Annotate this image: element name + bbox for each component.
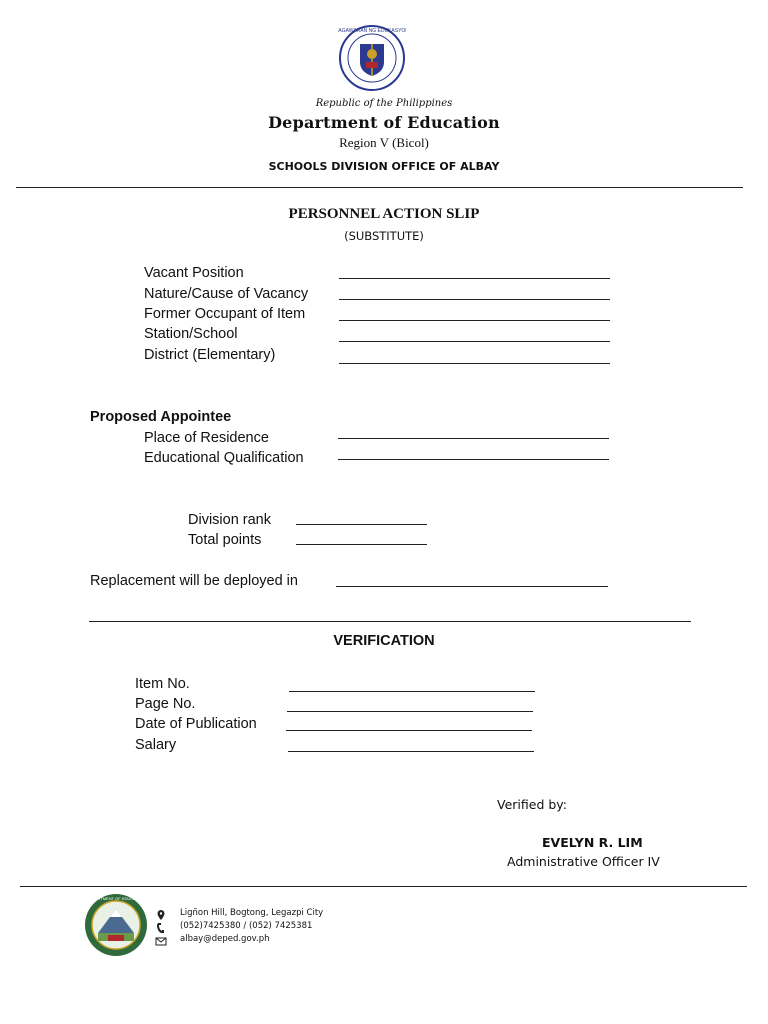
republic-heading: Republic of the Philippines	[315, 98, 453, 109]
department-heading: Department of Education	[268, 113, 500, 132]
region-heading: Region V (Bicol)	[339, 135, 429, 150]
field-line-station-school	[339, 341, 610, 342]
field-label-date-of-publication: Date of Publication	[135, 716, 257, 732]
field-line-division-rank	[296, 524, 427, 525]
footer-phone: (052)7425380 / (052) 7425381	[180, 921, 313, 931]
phone-icon	[155, 921, 167, 933]
field-line-vacant-position	[339, 278, 610, 279]
verified-by-label: Verified by:	[497, 797, 567, 812]
field-label-division-rank: Division rank	[188, 512, 271, 528]
field-line-date-of-publication	[286, 730, 532, 731]
field-label-total-points: Total points	[188, 532, 262, 548]
field-line-district	[339, 363, 610, 364]
field-line-place-of-residence	[338, 438, 609, 439]
deped-seal-logo	[338, 24, 406, 92]
location-pin-icon	[155, 908, 167, 920]
verification-divider	[89, 621, 691, 622]
field-label-former-occupant: Former Occupant of Item	[144, 306, 306, 322]
field-line-salary	[288, 751, 534, 752]
field-label-item-no: Item No.	[135, 676, 190, 692]
footer-divider	[20, 886, 747, 887]
signatory-title: Administrative Officer IV	[507, 854, 660, 869]
field-label-district: District (Elementary)	[144, 347, 276, 363]
field-label-place-of-residence: Place of Residence	[144, 430, 269, 446]
footer-email: albay@deped.gov.ph	[180, 934, 270, 944]
form-title: PERSONNEL ACTION SLIP	[288, 206, 480, 222]
signatory-name: EVELYN R. LIM	[542, 835, 643, 850]
division-seal-logo	[84, 893, 148, 957]
form-subtitle: (SUBSTITUTE)	[344, 229, 424, 243]
seal-text: KAGAWARAN NG EDUKASYON	[338, 28, 406, 34]
proposed-appointee-heading: Proposed Appointee	[90, 409, 232, 425]
field-line-former-occupant	[339, 320, 610, 321]
header-divider	[16, 187, 743, 188]
verification-heading: VERIFICATION	[333, 633, 435, 649]
field-label-replacement: Replacement will be deployed in	[90, 573, 298, 589]
email-icon	[155, 934, 167, 946]
field-line-educational-qualification	[338, 459, 609, 460]
footer-seal-text: DEPARTMENT OF EDUCATION	[86, 896, 146, 901]
field-label-salary: Salary	[135, 737, 177, 753]
field-label-nature-cause: Nature/Cause of Vacancy	[144, 286, 309, 302]
field-label-vacant-position: Vacant Position	[144, 265, 244, 281]
office-heading: SCHOOLS DIVISION OFFICE OF ALBAY	[268, 160, 500, 173]
field-label-station-school: Station/School	[144, 326, 238, 342]
footer-address: Ligñon Hill, Bogtong, Legazpi City	[180, 908, 324, 918]
field-line-nature-cause	[339, 299, 610, 300]
field-line-item-no	[289, 691, 535, 692]
field-line-replacement	[336, 586, 608, 587]
field-label-page-no: Page No.	[135, 696, 196, 712]
field-line-page-no	[287, 711, 533, 712]
field-line-total-points	[296, 544, 427, 545]
field-label-educational-qualification: Educational Qualification	[144, 450, 304, 466]
